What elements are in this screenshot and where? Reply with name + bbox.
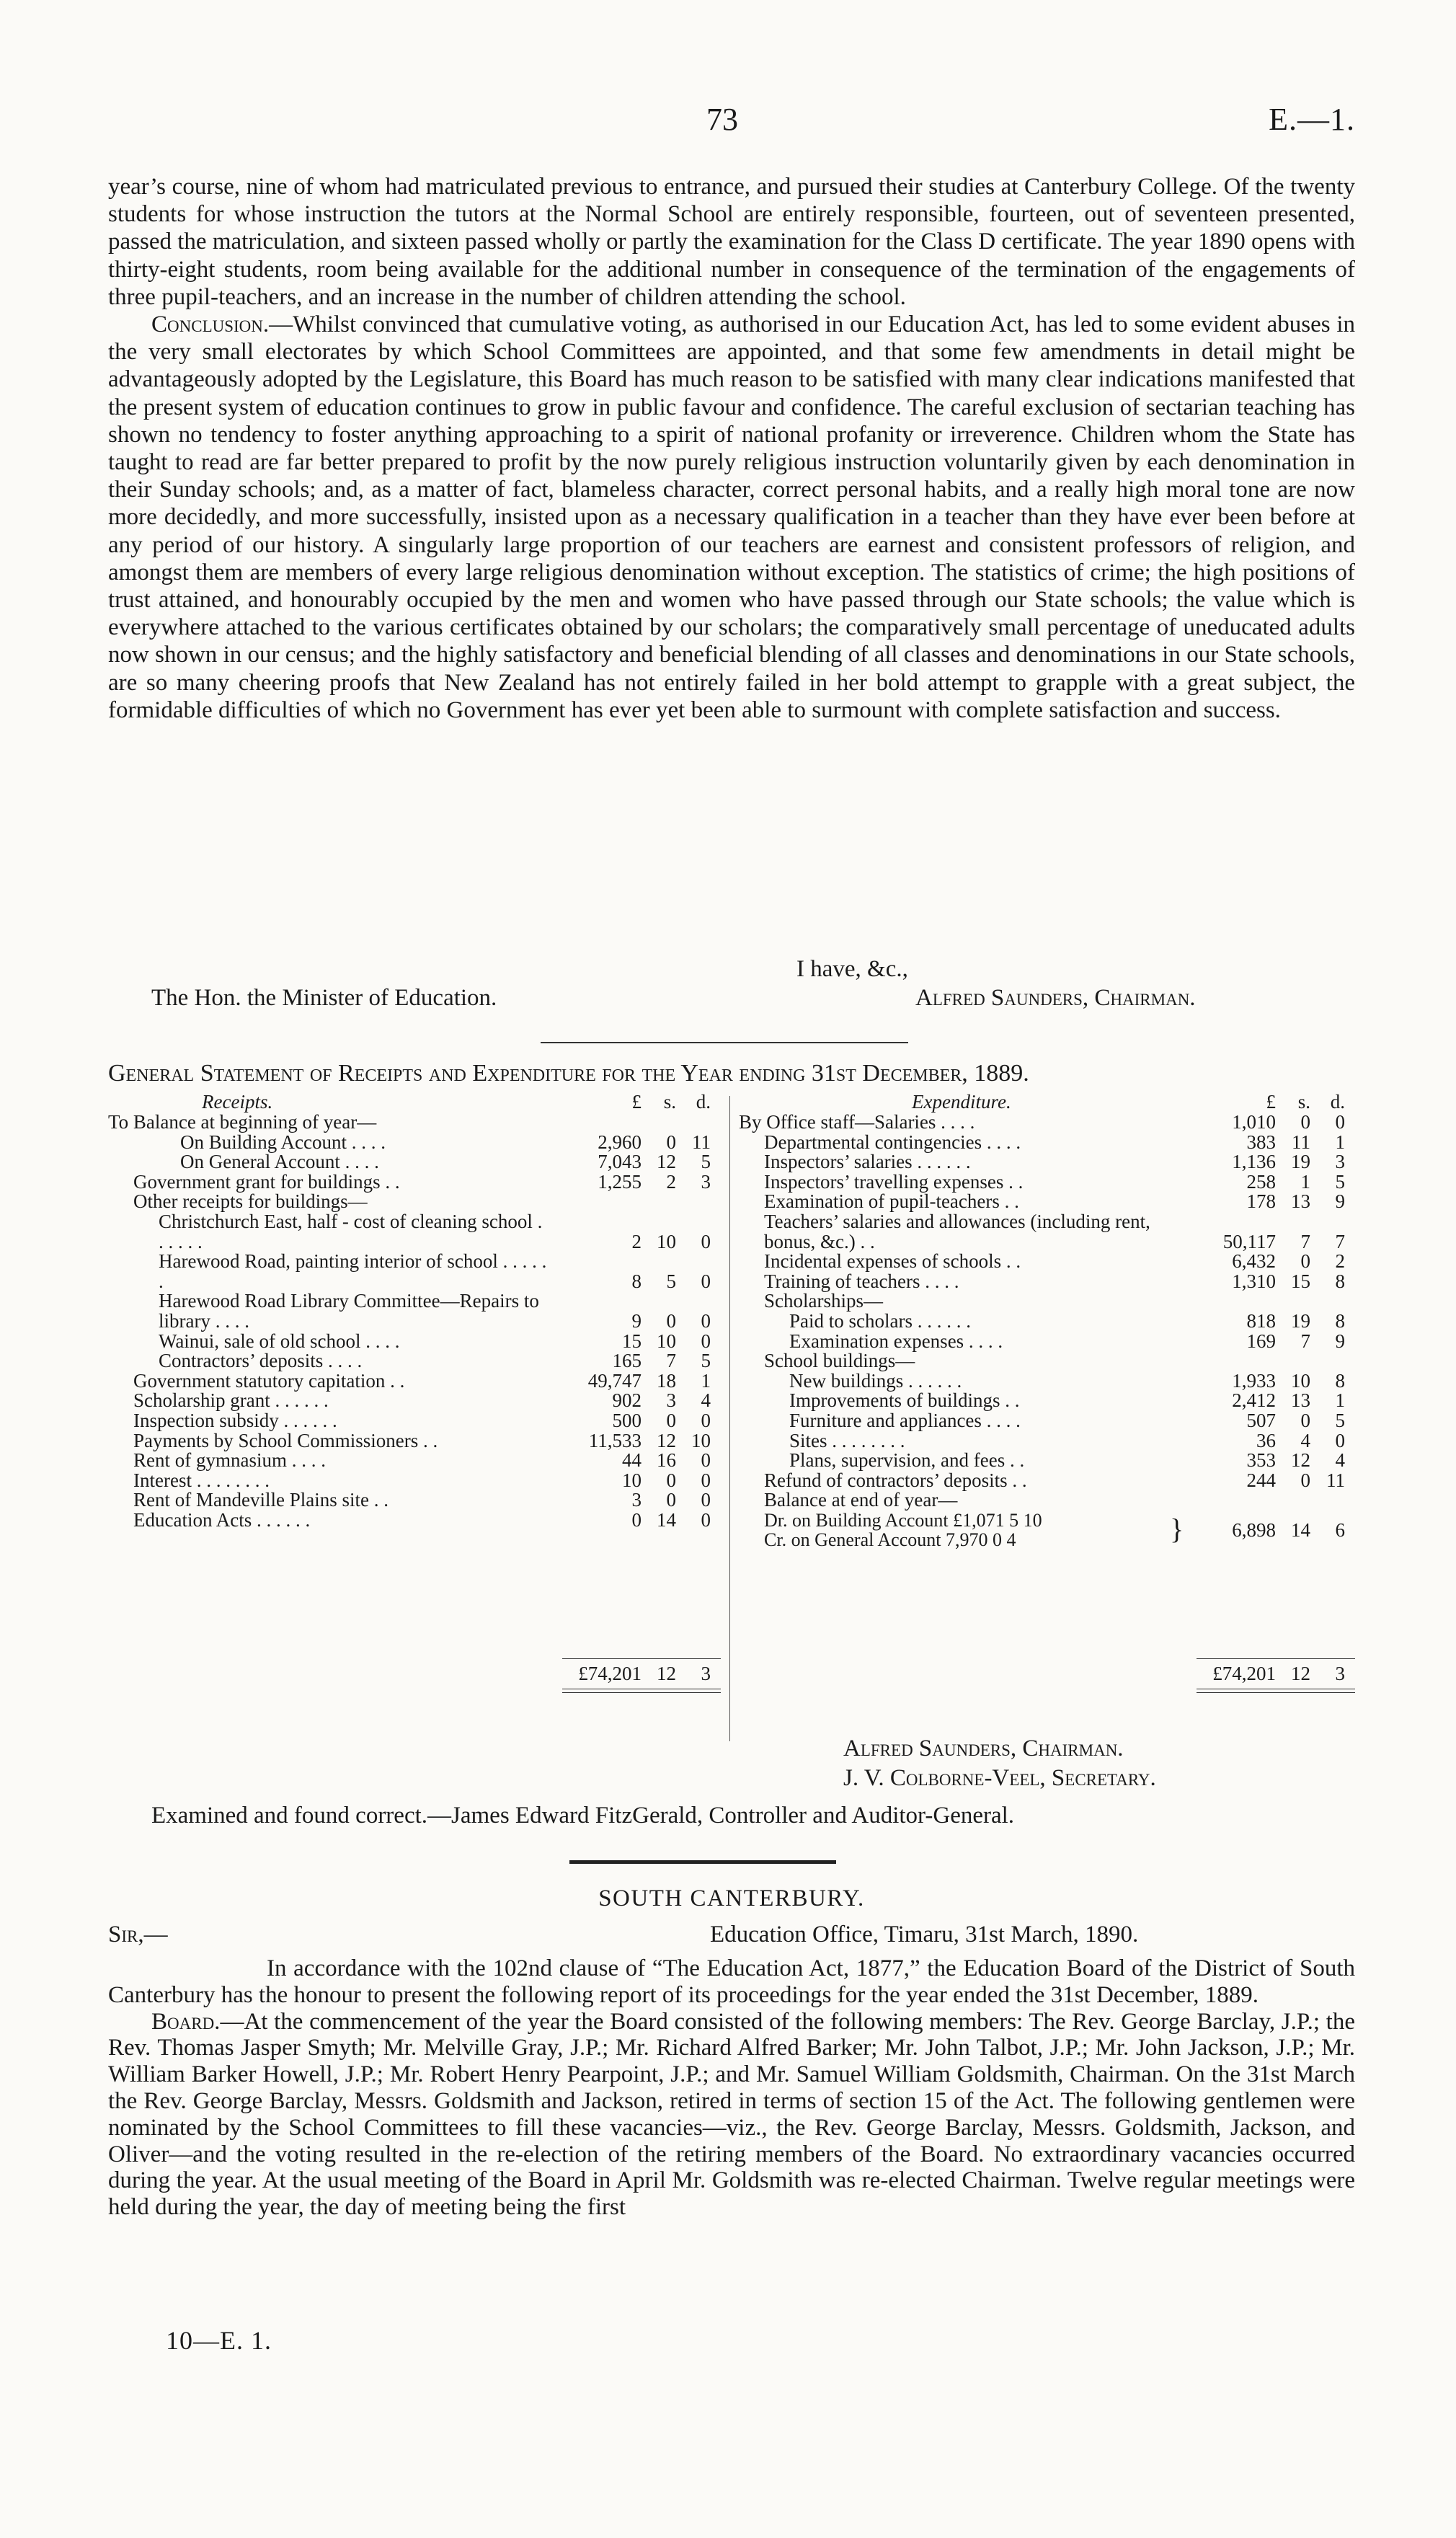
amount-pence: 5: [1335, 1409, 1345, 1431]
receipts-row: [108, 1152, 721, 1172]
amount-pounds: 1,255: [598, 1170, 642, 1193]
amount-shillings: 16: [657, 1449, 676, 1472]
receipts-header: [108, 1092, 721, 1113]
report-body: [108, 173, 1355, 724]
amount-pounds: 8: [631, 1270, 642, 1292]
receipts-amount: [562, 1371, 721, 1392]
auditor-certification: Examined and found correct.—James Edward FitzGerald, Controller and Auditor-General.: [151, 1803, 1015, 1829]
amount-pounds: 244: [1246, 1469, 1276, 1491]
expenditure-amount: [1197, 1332, 1355, 1352]
expenditure-row: [739, 1332, 1355, 1352]
pence-head: d.: [696, 1091, 711, 1113]
receipts-description: On Building Account . . . .: [180, 1131, 386, 1153]
expenditure-row: [739, 1431, 1355, 1451]
expenditure-row: [739, 1309, 1355, 1332]
receipts-description: Christchurch East, half - cost of cleaning school . . . . . .: [159, 1210, 543, 1252]
amount-shillings: 14: [1291, 1519, 1310, 1542]
balance-row: [739, 1511, 1355, 1551]
expenditure-description: Paid to scholars . . . . . .: [789, 1309, 971, 1332]
closing-line: I have, &c.,: [796, 956, 908, 982]
expenditure-amount: [1197, 1411, 1355, 1431]
amount-pence: 0: [701, 1309, 711, 1332]
balance-amount: [1197, 1521, 1355, 1541]
amount-pence: 0: [701, 1489, 711, 1511]
amount-shillings: 18: [657, 1369, 676, 1392]
amount-pounds: 0: [631, 1508, 642, 1531]
amount-pence: 8: [1335, 1270, 1345, 1292]
expenditure-amount: [1197, 1192, 1355, 1212]
receipts-rows: [108, 1113, 721, 1530]
receipts-description: To Balance at beginning of year—: [108, 1111, 377, 1133]
receipts-amount: [562, 1351, 721, 1371]
chairman-signature: Alfred Saunders, Chairman.: [915, 985, 1196, 1011]
receipts-description: Wainui, sale of old school . . . .: [159, 1330, 400, 1352]
receipts-description: Inspection subsidy . . . . . .: [133, 1409, 337, 1431]
amount-pence: 1: [1335, 1389, 1345, 1412]
section-divider: [541, 1042, 908, 1043]
amount-shillings: 13: [1291, 1190, 1310, 1213]
amount-pounds: 1,310: [1232, 1270, 1276, 1292]
expenditure-row: [739, 1272, 1355, 1292]
statement-title: General Statement of Receipts and Expenditure for the Year ending 31st December, 1889.: [108, 1060, 1029, 1087]
expenditure-amount: [1197, 1490, 1355, 1511]
expenditure-description: New buildings . . . . . .: [789, 1369, 962, 1392]
receipts-amount: [562, 1232, 721, 1252]
receipts-amount: [562, 1113, 721, 1133]
expenditure-description: Sites . . . . . . . .: [789, 1429, 905, 1451]
expenditure-description: Balance at end of year—: [764, 1489, 958, 1511]
amount-shillings: 0: [666, 1489, 676, 1511]
receipts-amount: [562, 1133, 721, 1153]
receipts-row: [108, 1508, 721, 1531]
amount-pence: 9: [1335, 1330, 1345, 1352]
amount-pence: 0: [701, 1230, 711, 1252]
receipts-description: Government grant for buildings . .: [133, 1170, 400, 1193]
expenditure-description: Inspectors’ travelling expenses . .: [764, 1170, 1024, 1193]
amount-pence: 3: [701, 1170, 711, 1193]
expenditure-amount: [1197, 1272, 1355, 1292]
amount-pence: 9: [1335, 1190, 1345, 1213]
amount-pounds: 2,960: [598, 1131, 642, 1153]
amount-shillings: 0: [666, 1309, 676, 1332]
amount-pounds: 11,533: [588, 1429, 642, 1451]
amount-shillings: 15: [1291, 1270, 1310, 1292]
amount-shillings: 11: [1292, 1131, 1310, 1153]
expenditure-row: [739, 1291, 1355, 1312]
receipts-description: Harewood Road Library Committee—Repairs to library . . . .: [159, 1290, 539, 1332]
expenditure-description: Teachers’ salaries and allowances (including rent, bonus, &c.) . .: [764, 1210, 1150, 1252]
amount-pounds: 165: [612, 1350, 642, 1372]
amount-pounds: 2,412: [1232, 1389, 1276, 1412]
expenditure-row: [739, 1371, 1355, 1392]
amount-shillings: 0: [666, 1131, 676, 1153]
receipts-row: [108, 1113, 721, 1133]
receipts-row: [108, 1471, 721, 1491]
amount-pounds: 44: [622, 1449, 642, 1472]
amount-pence: 1: [1335, 1131, 1345, 1153]
receipts-description: Harewood Road, painting interior of school . . . . . .: [159, 1250, 547, 1292]
expenditure-row: [739, 1471, 1355, 1491]
amount-pence: 0: [701, 1449, 711, 1472]
expenditure-description: Inspectors’ salaries . . . . . .: [764, 1151, 971, 1173]
receipts-heading: Receipts.: [202, 1091, 273, 1113]
receipts-description: Education Acts . . . . . .: [133, 1508, 311, 1531]
total-shillings: 12: [1291, 1663, 1310, 1684]
receipts-amount: [562, 1332, 721, 1352]
amount-pounds: 1,933: [1232, 1369, 1276, 1392]
amount-pence: 0: [1335, 1111, 1345, 1133]
amount-shillings: 0: [1300, 1409, 1310, 1431]
total-rule: [1197, 1658, 1355, 1659]
amount-pounds: 2: [631, 1230, 642, 1252]
total-pounds: £74,201: [578, 1663, 642, 1684]
expenditure-amount: [1197, 1172, 1355, 1193]
receipts-amount: [562, 1431, 721, 1451]
receipts-row: [108, 1431, 721, 1451]
amount-pounds: 169: [1246, 1330, 1276, 1352]
expenditure-amount: [1197, 1232, 1355, 1252]
amount-shillings: 19: [1291, 1309, 1310, 1332]
receipts-description: Payments by School Commissioners . .: [133, 1429, 438, 1451]
amount-pounds: 818: [1246, 1309, 1276, 1332]
amount-pounds: 1,136: [1232, 1151, 1276, 1173]
receipts-row: [108, 1451, 721, 1471]
conclusion-paragraph: [108, 311, 1355, 724]
amount-shillings: 10: [657, 1230, 676, 1252]
receipts-amount: [562, 1152, 721, 1172]
expenditure-amount: [1197, 1351, 1355, 1371]
opening-paragraph: In accordance with the 102nd clause of “The Education Act, 1877,” the Education Board of the District of South Canterbury has the honour to present the following report of its proceedings for the year ended the 31st December, 1889.: [108, 1955, 1355, 2008]
shillings-head: s.: [1297, 1091, 1310, 1113]
pounds-head: £: [1266, 1091, 1276, 1113]
amount-shillings: 1: [1300, 1170, 1310, 1193]
amount-pence: 4: [701, 1389, 711, 1412]
receipts-column: [108, 1091, 721, 1684]
expenditure-amount: [1197, 1113, 1355, 1133]
amount-pence: 0: [701, 1469, 711, 1491]
amount-pence: 8: [1335, 1309, 1345, 1332]
amount-shillings: 4: [1300, 1429, 1310, 1451]
amount-pence: 3: [1335, 1151, 1345, 1173]
receipts-amount: [562, 1490, 721, 1511]
receipts-description: Interest . . . . . . . .: [133, 1469, 270, 1491]
expenditure-description: Improvements of buildings . .: [789, 1389, 1020, 1412]
amount-pounds: 6,898: [1232, 1519, 1276, 1542]
amount-shillings: 0: [1300, 1469, 1310, 1491]
amount-pounds: 7,043: [598, 1151, 642, 1173]
receipts-description: On General Account . . . .: [180, 1151, 379, 1173]
total-double-rule: [1197, 1692, 1355, 1693]
expenditure-row: [739, 1351, 1355, 1371]
expenditure-description: School buildings—: [764, 1350, 915, 1372]
amount-pence: 8: [1335, 1369, 1345, 1392]
statement-signoff: [843, 1734, 1156, 1793]
expenditure-row: [739, 1451, 1355, 1471]
expenditure-description: Scholarships—: [764, 1290, 883, 1312]
amount-pence: 5: [701, 1350, 711, 1372]
receipts-amount: [562, 1391, 721, 1411]
amount-pounds: 3: [631, 1489, 642, 1511]
amount-pence: 0: [701, 1508, 711, 1531]
expenditure-row: [739, 1133, 1355, 1153]
amount-pounds: 500: [612, 1409, 642, 1431]
total-rule: [562, 1658, 721, 1659]
expenditure-description: Examination expenses . . . .: [789, 1330, 1003, 1352]
board-paragraph: [108, 2009, 1355, 2221]
receipts-total: [562, 1658, 721, 1687]
total-pence: 3: [701, 1663, 711, 1684]
total-double-rule: [562, 1692, 721, 1693]
amount-pence: 0: [701, 1270, 711, 1292]
expenditure-amount: [1197, 1291, 1355, 1312]
expenditure-row: [739, 1113, 1355, 1133]
receipts-row: [108, 1371, 721, 1392]
amount-pence: 7: [1335, 1230, 1345, 1252]
section-title: SOUTH CANTERBURY.: [598, 1885, 865, 1911]
expenditure-row: [739, 1212, 1355, 1252]
expenditure-row: [739, 1172, 1355, 1193]
signature-mark: 10—E. 1.: [166, 2326, 272, 2355]
amount-pounds: 1,010: [1232, 1111, 1276, 1133]
amount-shillings: 7: [1300, 1330, 1310, 1352]
amount-pence: 11: [1326, 1469, 1345, 1491]
amount-pence: 0: [701, 1330, 711, 1352]
receipts-row: [108, 1252, 721, 1291]
total-pounds: £74,201: [1212, 1663, 1276, 1684]
amount-shillings: 12: [657, 1151, 676, 1173]
amount-pounds: 6,432: [1232, 1250, 1276, 1273]
amount-pence: 6: [1335, 1519, 1345, 1542]
conclusion-heading: Conclusion.: [151, 311, 270, 338]
expenditure-column: [739, 1091, 1355, 1684]
expenditure-description: Incidental expenses of schools . .: [764, 1250, 1021, 1273]
section-divider-heavy: [569, 1860, 836, 1864]
board-heading: Board.: [151, 2008, 221, 2035]
receipts-description: Contractors’ deposits . . . .: [159, 1350, 363, 1372]
expenditure-description: Refund of contractors’ deposits . .: [764, 1469, 1027, 1491]
expenditure-heading: Expenditure.: [912, 1091, 1011, 1113]
expenditure-row: [739, 1391, 1355, 1411]
receipts-row: [108, 1172, 721, 1193]
secretary-signature: J. V. Colborne-Veel, Secretary.: [843, 1765, 1156, 1791]
page-header: [108, 101, 1355, 144]
amount-pounds: 50,117: [1222, 1230, 1276, 1252]
receipts-amount: [562, 1172, 721, 1193]
expenditure-amount: [1197, 1309, 1355, 1332]
amount-shillings: 7: [1300, 1230, 1310, 1252]
expenditure-row: [739, 1152, 1355, 1172]
receipts-row: [108, 1490, 721, 1511]
amount-pence: 1: [701, 1369, 711, 1392]
intro-paragraph: year’s course, nine of whom had matriculated previous to entrance, and pursued their studies at Canterbury College. Of the twenty students for whose instruction the tutors at the Normal School are entirely responsible, fourteen, out of seventeen presented, passed the matriculation, and sixteen passed wholly or partly the examination for the Class D certificate. The year 1890 opens with thirty-eight students, room being available for the additional number in consequence of the termination of the engagements of three pupil-teachers, and an increase in the number of children attending the school.: [108, 174, 1355, 310]
amount-shillings: 13: [1291, 1389, 1310, 1412]
amount-pounds: 383: [1246, 1131, 1276, 1153]
receipts-description: Rent of Mandeville Plains site . .: [133, 1489, 389, 1511]
receipts-description: Rent of gymnasium . . . .: [133, 1449, 326, 1472]
amount-pounds: 258: [1246, 1170, 1276, 1193]
expenditure-amount: [1197, 1152, 1355, 1172]
total-shillings: 12: [657, 1663, 676, 1684]
chairman-signature: Alfred Saunders, Chairman.: [843, 1736, 1124, 1761]
receipts-row: [108, 1291, 721, 1331]
receipts-amount: [562, 1309, 721, 1332]
amount-shillings: 10: [1291, 1369, 1310, 1392]
expenditure-description: By Office staff—Salaries . . . .: [739, 1111, 975, 1133]
amount-pounds: 353: [1246, 1449, 1276, 1472]
amount-pounds: 902: [612, 1389, 642, 1412]
south-canterbury-body: [108, 1955, 1355, 2221]
amount-pence: 5: [1335, 1170, 1345, 1193]
receipts-row: [108, 1192, 721, 1212]
amount-shillings: 19: [1291, 1151, 1310, 1173]
amount-shillings: 5: [666, 1270, 676, 1292]
conclusion-text: —Whilst convinced that cumulative voting, as authorised in our Education Act, has led to some evident abuses in the very small electorates by which School Committees are appointed, and that some few amendments in detail might be advantageously adopted by the Legislature, this Board has much reason to be satisfied with many clear indications manifested that the present system of education continues to grow in public favour and confidence. The careful exclusion of sectarian teaching has shown no tendency to foster anything approaching to a spirit of national profanity or irreverence. Children whom the State has taught to read are far better prepared to profit by the now purely religious instruction voluntarily given by each denomination in their Sunday schools; and, as a matter of fact, blameless character, correct personal habits, and a really high moral tone are now more decidedly, and more successfully, insisted upon as a necessary qualification in a teacher than they have ever been before at any period of our history. A singularly large proportion of our teachers are earnest and consistent professors of religion, and amongst them are members of every large religious denomination without exception. The statistics of crime; the high positions of trust attained, and honourably occupied by the men and women who have passed through our State schools; the value which is everywhere attached to the various certificates obtained by our scholars; the comparatively small percentage of uneducated adults now shown in our census; and the highly satisfactory and beneficial blending of all classes and denominations in our State schools, are so many cheering proofs that New Zealand has not entirely failed in her bold attempt to grapple with a great subject, the formidable difficulties of which no Government has ever yet been able to surmount with complete satisfaction and success.: [108, 311, 1355, 723]
page-number: 73: [706, 102, 738, 137]
board-text: —At the commencement of the year the Board consisted of the following members: The Rev. George Barclay, J.P.; the Rev. Thomas Jasper Smyth; Mr. Melville Gray, J.P.; Mr. Richard Alfred Barker; Mr. John Talbot, J.P.; Mr. John Jackson, J.P.; Mr. William Barker Howell, J.P.; Mr. Robert Henry Pearpoint, J.P.; and Mr. Samuel William Goldsmith, Chairman. On the 31st March the Rev. George Barclay, Messrs. Goldsmith and Jackson, retired in terms of section 15 of the Act. The following gentlemen were nominated by the School Committees to fill these vacancies—viz., the Rev. George Barclay, Messrs. Goldsmith, Jackson, and Oliver—and the voting resulted in the re-election of the retiring members of the Board. No extraordinary vacancies occurred during the year. At the usual meeting of the Board in April Mr. Goldsmith was re-elected Chairman. Twelve regular meetings were held during the year, the day of meeting being the first: [108, 2008, 1355, 2221]
balance-line-dr: Dr. on Building Account £1,071 5 10: [764, 1509, 1042, 1531]
addressee: The Hon. the Minister of Education.: [151, 985, 497, 1011]
amount-pence: 4: [1335, 1449, 1345, 1472]
amount-shillings: 12: [1291, 1449, 1310, 1472]
expenditure-amount: [1197, 1471, 1355, 1491]
receipts-description: Scholarship grant . . . . . .: [133, 1389, 329, 1412]
amount-pounds: 507: [1246, 1409, 1276, 1431]
total-pence: 3: [1335, 1663, 1345, 1684]
balance-line-cr: Cr. on General Account 7,970 0 4: [764, 1529, 1016, 1551]
pence-head: d.: [1330, 1091, 1345, 1113]
expenditure-amount: [1197, 1431, 1355, 1451]
amount-pence: 0: [701, 1409, 711, 1431]
expenditure-amount: [1197, 1133, 1355, 1153]
amount-pence: 0: [1335, 1429, 1345, 1451]
expenditure-total: [1197, 1658, 1355, 1687]
expenditure-row: [739, 1411, 1355, 1431]
amount-pounds: 49,747: [587, 1369, 642, 1392]
receipts-description: Government statutory capitation . .: [133, 1369, 405, 1392]
expenditure-description: Plans, supervision, and fees . .: [789, 1449, 1025, 1472]
amount-pounds: 9: [631, 1309, 642, 1332]
receipts-amount: [562, 1272, 721, 1292]
expenditure-header: [739, 1092, 1355, 1113]
receipts-amount: [562, 1451, 721, 1471]
salutation: Sir,—: [108, 1922, 168, 1947]
amount-shillings: 2: [666, 1170, 676, 1193]
pounds-head: £: [631, 1091, 642, 1113]
expenditure-row: [739, 1490, 1355, 1511]
amount-pounds: 15: [622, 1330, 642, 1352]
amount-shillings: 0: [666, 1469, 676, 1491]
receipts-row: [108, 1411, 721, 1431]
receipts-description: Other receipts for buildings—: [133, 1190, 368, 1213]
shillings-head: s.: [663, 1091, 676, 1113]
amount-shillings: 0: [1300, 1111, 1310, 1133]
dateline: Education Office, Timaru, 31st March, 1890.: [710, 1922, 1139, 1947]
expenditure-amount: [1197, 1252, 1355, 1272]
amount-pounds: 36: [1256, 1429, 1276, 1451]
expenditure-description: Training of teachers . . . .: [764, 1270, 959, 1292]
expenditure-description: Furniture and appliances . . . .: [789, 1409, 1021, 1431]
amount-pence: 5: [701, 1151, 711, 1173]
amount-shillings: 10: [657, 1330, 676, 1352]
amount-pounds: 10: [622, 1469, 642, 1491]
brace-mark: }: [1170, 1512, 1184, 1545]
expenditure-description: Examination of pupil-teachers . .: [764, 1190, 1019, 1213]
expenditure-amount: [1197, 1371, 1355, 1392]
amount-pence: 2: [1335, 1250, 1345, 1273]
receipts-row: [108, 1212, 721, 1252]
receipts-amount: [562, 1471, 721, 1491]
expenditure-rows: [739, 1113, 1355, 1511]
amount-shillings: 12: [657, 1429, 676, 1451]
receipts-row: [108, 1332, 721, 1352]
document-reference: E.—1.: [1269, 102, 1355, 137]
column-divider: [729, 1096, 730, 1741]
amount-pence: 11: [692, 1131, 711, 1153]
expenditure-row: [739, 1252, 1355, 1272]
receipts-amount: [562, 1411, 721, 1431]
amount-pounds: 178: [1246, 1190, 1276, 1213]
expenditure-amount: [1197, 1391, 1355, 1411]
expenditure-description: Departmental contingencies . . . .: [764, 1131, 1021, 1153]
amount-shillings: 0: [666, 1409, 676, 1431]
expenditure-row: [739, 1192, 1355, 1212]
amount-shillings: 3: [666, 1389, 676, 1412]
receipts-amount: [562, 1508, 721, 1531]
receipts-row: [108, 1351, 721, 1371]
amount-pence: 10: [691, 1429, 711, 1451]
amount-shillings: 0: [1300, 1250, 1310, 1273]
expenditure-amount: [1197, 1451, 1355, 1471]
receipts-row: [108, 1391, 721, 1411]
amount-shillings: 14: [657, 1508, 676, 1531]
receipts-amount: [562, 1192, 721, 1212]
receipts-row: [108, 1133, 721, 1153]
amount-shillings: 7: [666, 1350, 676, 1372]
